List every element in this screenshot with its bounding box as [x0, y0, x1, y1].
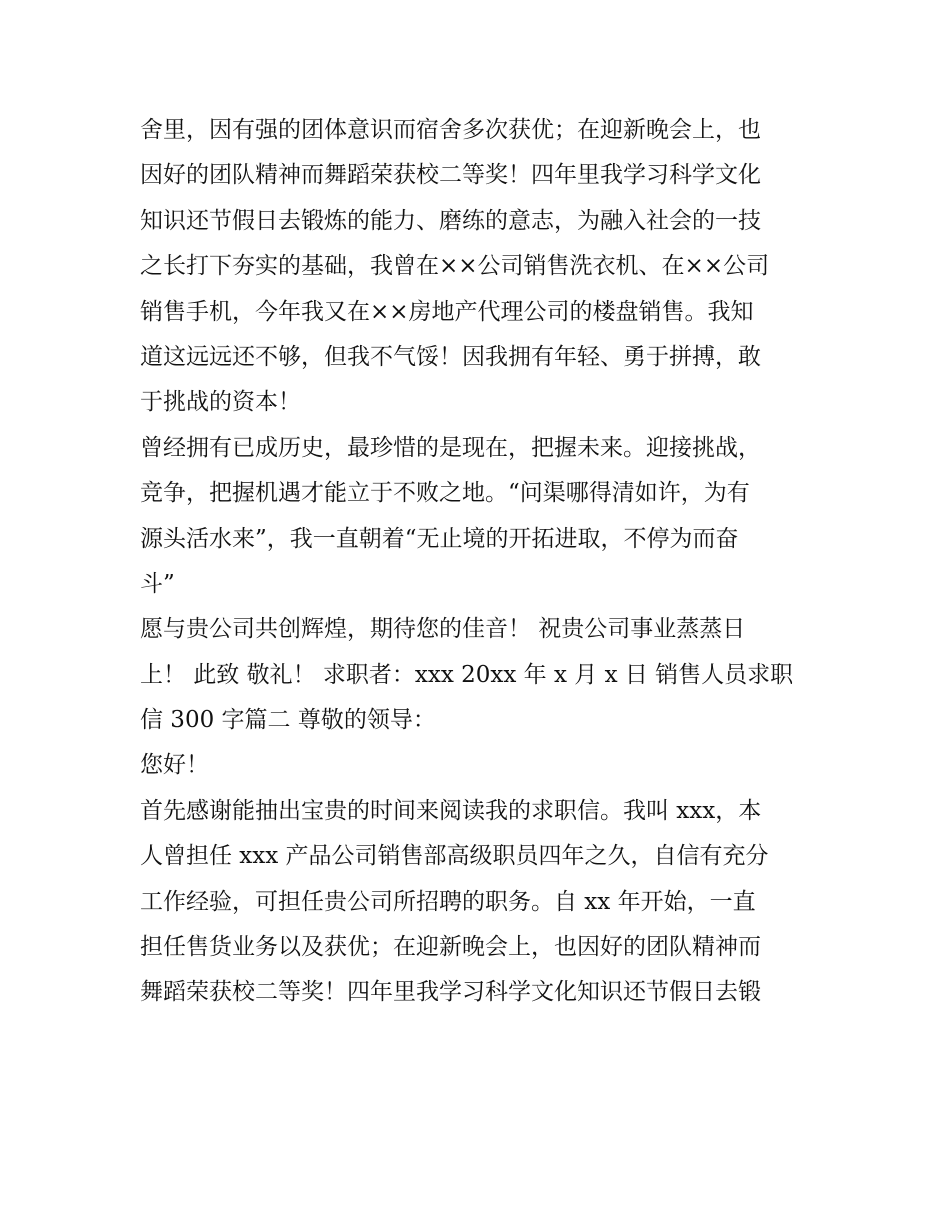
- text-line: 首先感谢能抽出宝贵的时间来阅读我的求职信。我叫 xxx，本: [140, 797, 762, 824]
- text-line: 人曾担任 xxx 产品公司销售部高级职员四年之久，自信有充分: [140, 843, 769, 870]
- text-line: 舞蹈荣获校二等奖！四年里我学习科学文化知识还节假日去锻: [140, 979, 761, 1006]
- body-text: [140, 108, 815, 1016]
- text-line: 信 300 字篇二 尊敬的领导：: [140, 707, 436, 734]
- text-line: 您好！: [140, 752, 209, 779]
- text-line: 上！ 此致 敬礼！ 求职者：xxx 20xx 年 x 月 x 日 销售人员求职: [140, 661, 794, 688]
- text-line: 源头活水来”，我一直朝着“无止境的开拓进取，不停为而奋: [140, 525, 739, 552]
- text-line: 于挑战的资本！: [140, 389, 301, 416]
- text-line: 道这远远还不够，但我不气馁！因我拥有年轻、勇于拼搏，敢: [140, 343, 761, 370]
- text-line: 销售手机，今年我又在××房地产代理公司的楼盘销售。我知: [140, 298, 754, 325]
- text-line: 担任售货业务以及获优；在迎新晚会上，也因好的团队精神而: [140, 934, 761, 961]
- text-line: 知识还节假日去锻炼的能力、磨练的意志，为融入社会的一技: [140, 207, 761, 234]
- text-line: 舍里，因有强的团体意识而宿舍多次获优；在迎新晚会上，也: [140, 117, 761, 143]
- text-line: 之长打下夯实的基础，我曾在××公司销售洗衣机、在××公司: [140, 253, 770, 280]
- text-line: 曾经拥有已成历史，最珍惜的是现在，把握未来。迎接挑战，: [140, 434, 761, 461]
- text-line: 工作经验，可担任贵公司所招聘的职务。自 xx 年开始，一直: [140, 888, 756, 915]
- text-line: 因好的团队精神而舞蹈荣获校二等奖！四年里我学习科学文化: [140, 162, 761, 189]
- text-line: 竞争，把握机遇才能立于不败之地。“问渠哪得清如许，为有: [140, 480, 750, 507]
- text-line: 斗”: [140, 570, 175, 597]
- text-line: 愿与贵公司共创辉煌，期待您的佳音！ 祝贵公司事业蒸蒸日: [140, 616, 746, 643]
